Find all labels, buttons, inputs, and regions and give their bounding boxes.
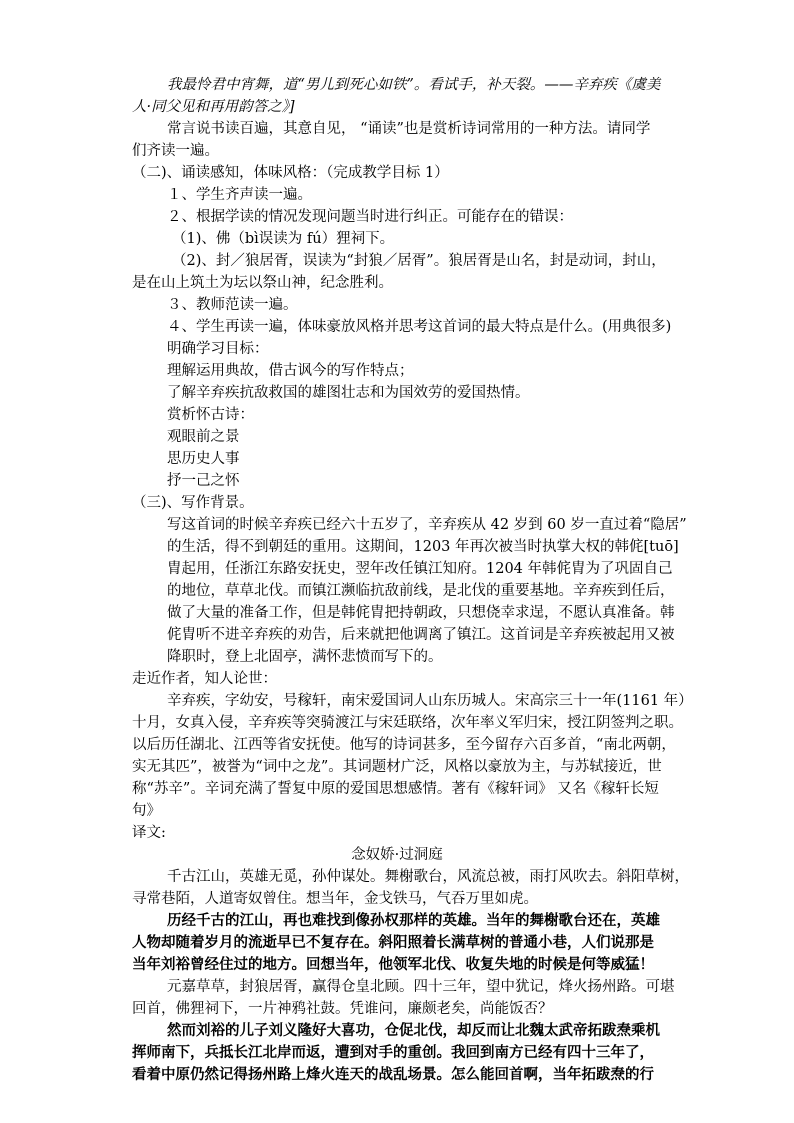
paragraph-line: 理解运用典故，借古讽今的写作特点； — [167, 363, 414, 379]
paragraph-line: 赏析怀古诗： — [167, 407, 254, 423]
quote-line-1: 我最怜君中宵舞，道“男儿到死心如铁”。看试手，补天裂。——辛弃疾《虞美 — [167, 77, 661, 93]
paragraph-line: 的地位，草草北伐。而镇江濒临抗敌前线，是北伐的重要基地。辛弃疾到任后， — [167, 583, 675, 599]
poem-line: 寻常巷陌，人道寄奴曾住。想当年，金戈铁马，气吞万里如虎。 — [132, 891, 538, 907]
paragraph-line: 抒一己之怀 — [167, 473, 240, 489]
paragraph-line: 的生活，得不到朝廷的重用。这期间，1203 年再次被当时执掌大权的韩侂[tuō] — [167, 539, 679, 555]
paragraph-line: 侂胄听不进辛弃疾的劝告，后来就把他调离了镇江。这首词是辛弃疾被起用又被 — [167, 627, 675, 643]
paragraph-line: 做了大量的准备工作，但是韩侂胄把持朝政，只想侥幸求逞，不愿认真准备。韩 — [167, 605, 675, 621]
paragraph-line: 是在山上筑土为坛以祭山神，纪念胜利。 — [132, 275, 393, 291]
paragraph-line: 实无其匹”，被誉为“词中之龙”。其词题材广泛，风格以豪放为主，与苏轼接近，世 — [132, 759, 662, 775]
list-item: ３、教师范读一遍。 — [167, 297, 298, 313]
poem-title: 念奴娇·过洞庭 — [351, 847, 443, 863]
list-item: （2)、封／狼居胥，误读为“封狼／居胥”。狼居胥是山名，封是动词，封山， — [172, 253, 666, 269]
paragraph-line: 走近作者，知人论世： — [132, 671, 277, 687]
list-item: （1)、佛（bì误读为 fú）狸祠下。 — [172, 231, 395, 247]
paragraph-line: 明确学习目标： — [167, 341, 269, 357]
translation-line: 当年刘裕曾经住过的地方。回想当年，他领军北伐、收复失地的时候是何等威猛！ — [132, 956, 654, 973]
paragraph-line: 思历史人事 — [167, 451, 240, 467]
paragraph-line: 句》 — [132, 803, 161, 819]
paragraph-line: 辛弃疾，字幼安，号稼轩，南宋爱国词人山东历城人。宋高宗三十一年(1161 年） — [167, 693, 693, 709]
paragraph-line: 称“苏辛”。辛词充满了誓复中原的爱国思想感情。著有《稼轩词》 又名《稼轩长短 — [132, 781, 659, 797]
poem-line: 回首，佛狸祠下，一片神鸦社鼓。凭谁问，廉颇老矣，尚能饭否？ — [132, 1001, 553, 1017]
paragraph-line: 以后历任湖北、江西等省安抚使。他写的诗词甚多，至今留存六百多首，“南北两朝， — [132, 737, 676, 753]
list-item: １、学生齐声读一遍。 — [167, 187, 312, 203]
paragraph-line: 译文: — [132, 825, 166, 841]
section-heading-3: （三)、写作背景。 — [132, 495, 254, 511]
paragraph-line: 们齐读一遍。 — [132, 143, 219, 159]
paragraph-line: 写这首词的时候辛弃疾已经六十五岁了，辛弃疾从 42 岁到 60 岁一直过着“隐居” — [167, 517, 687, 533]
translation-line: 挥师南下，兵抵长江北岸而返，遭到对手的重创。我回到南方已经有四十三年了， — [132, 1044, 654, 1061]
translation-line: 看着中原仍然记得扬州路上烽火连天的战乱场景。怎么能回首啊，当年拓跋焘的行 — [132, 1066, 654, 1083]
paragraph-line: 胄起用，任浙江东路安抚史，翌年改任镇江知府。1204 年韩侂胄为了巩固自己 — [167, 561, 673, 577]
paragraph-line: 了解辛弃疾抗敌救国的雄图壮志和为国效劳的爱国热情。 — [167, 385, 530, 401]
poem-line: 元嘉草草，封狼居胥，赢得仓皇北顾。四十三年，望中犹记，烽火扬州路。可堪 — [167, 979, 675, 995]
list-item: ２、根据学读的情况发现问题当时进行纠正。可能存在的错误： — [167, 209, 573, 225]
poem-line: 千古江山，英雄无觅，孙仲谋处。舞榭歌台，风流总被，雨打风吹去。斜阳草树， — [167, 869, 689, 885]
paragraph-line: 降职时，登上北固亭，满怀悲愤而写下的。 — [167, 649, 443, 665]
translation-line: 人物却随着岁月的流逝早已不复存在。斜阳照着长满草树的普通小巷，人们说那是 — [132, 934, 654, 951]
translation-line: 然而刘裕的儿子刘义隆好大喜功，仓促北伐，却反而让北魏太武帝拓跋焘乘机 — [167, 1022, 660, 1039]
translation-line: 历经千古的江山，再也难找到像孙权那样的英雄。当年的舞榭歌台还在，英雄 — [167, 912, 660, 929]
paragraph-line: 十月，女真入侵，辛弃疾等突骑渡江与宋廷联络，次年率义军归宋，授江阴签判之职。 — [132, 715, 683, 731]
list-item: ４、学生再读一遍，体味豪放风格并思考这首词的最大特点是什么。(用典很多) — [167, 319, 672, 335]
section-heading-2: （二)、诵读感知，体味风格：（完成教学目标 1） — [132, 165, 449, 181]
paragraph-line: 常言说书读百遍，其意自见， “诵读”也是赏析诗词常用的一种方法。请同学 — [167, 121, 651, 137]
quote-line-2: 人·同父见和再用韵答之》] — [132, 99, 295, 115]
paragraph-line: 观眼前之景 — [167, 429, 240, 445]
